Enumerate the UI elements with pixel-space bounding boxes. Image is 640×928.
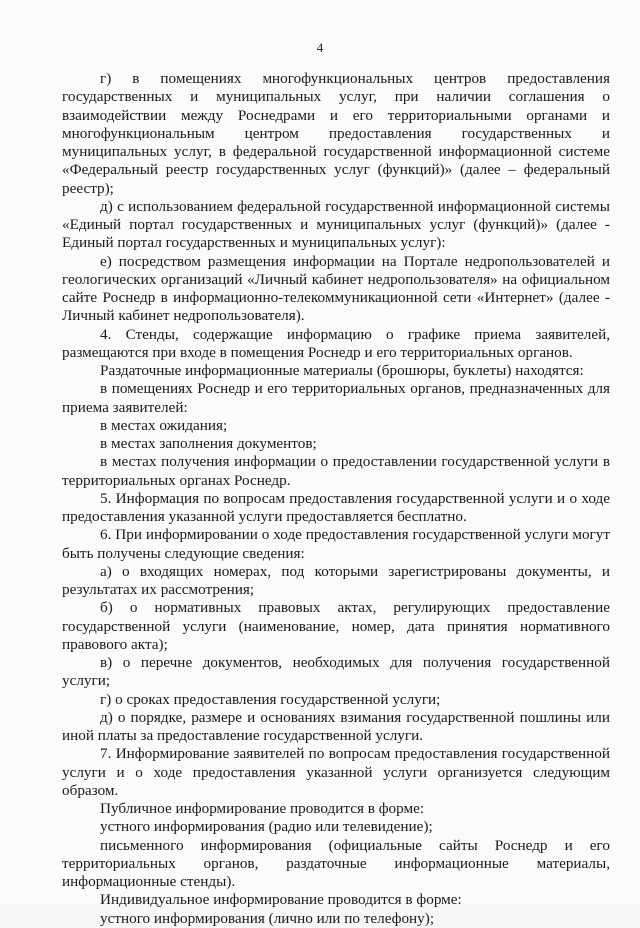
- paragraph: д) о порядке, размере и основаниях взимания государственной пошлины или иной платы за предоставление государственной услуги.: [62, 708, 610, 744]
- paragraph: 6. При информировании о ходе предоставления государственной услуги могут быть получены следующие сведения:: [62, 526, 610, 562]
- paragraph: Раздаточные информационные материалы (брошюры, буклеты) находятся:: [100, 362, 584, 379]
- body-text: [62, 70, 610, 928]
- paragraph: а) о входящих номерах, под которыми зарегистрированы документы, и результатах их рассмотрения;: [62, 562, 610, 598]
- paragraph: 7. Информирование заявителей по вопросам предоставления государственной услуги и о ходе предоставления указанной услуги организуется следующим образом.: [62, 745, 610, 799]
- paragraph: устного информирования (лично или по телефону);: [100, 909, 435, 927]
- paragraph: Индивидуальное информирование проводится в форме:: [100, 891, 462, 909]
- page-number: 4: [316, 40, 324, 55]
- paragraph: в местах заполнения документов;: [100, 435, 317, 452]
- paragraph: г) о сроках предоставления государственной услуги;: [100, 690, 441, 708]
- paragraph: устного информирования (радио или телевидение);: [100, 818, 433, 836]
- paragraph: б) о нормативных правовых актах, регулирующих предоставление государственной услуги (наименование, номер, дата принятия нормативного правового акта);: [62, 599, 610, 653]
- paragraph: в) о перечне документов, необходимых для получения государственной услуги;: [62, 654, 610, 690]
- paragraph: в местах получения информации о предоставлении государственной услуги в территориальных органах Роснедр.: [62, 453, 610, 489]
- paragraph: письменного информирования (официальные сайты Роснедр и его территориальных органов, раздаточные информационные материалы, информационные стенды).: [62, 836, 610, 890]
- paragraph: 5. Информация по вопросам предоставления государственной услуги и о ходе предоставления указанной услуги предоставляется бесплатно.: [62, 489, 610, 525]
- paragraph: в местах ожидания;: [100, 416, 228, 434]
- paragraph: Публичное информирование проводится в форме:: [100, 800, 425, 817]
- paragraph: е) посредством размещения информации на Портале недропользователей и геологических организаций «Личный кабинет недропользователя» на официальном сайте Роснедр в информационно-телекоммуникационной сети «Интернет» (далее - Личный кабинет недропользователя).: [62, 252, 610, 325]
- paragraph: г) в помещениях многофункциональных центров предоставления государственных и муниципальных услуг, при наличии соглашения о взаимодействии между Роснедрами и его территориальными органами и многофункциональным центром предоставления государственных и муниципальных услуг, в федеральной государственной информационной системе «Федеральный реестр государственных услуг (функций)» (далее – федеральный реестр);: [62, 70, 610, 197]
- paragraph: д) с использованием федеральной государственной информационной системы «Единый портал государственных и муниципальных услуг (функций)» (далее - Единый портал государственных и муниципальных услуг):: [62, 197, 610, 252]
- paragraph: в помещениях Роснедр и его территориальных органов, предназначенных для приема заявителей:: [62, 380, 610, 416]
- paragraph: 4. Стенды, содержащие информацию о графике приема заявителей, размещаются при входе в помещения Роснедр и его территориальных органов.: [62, 325, 610, 361]
